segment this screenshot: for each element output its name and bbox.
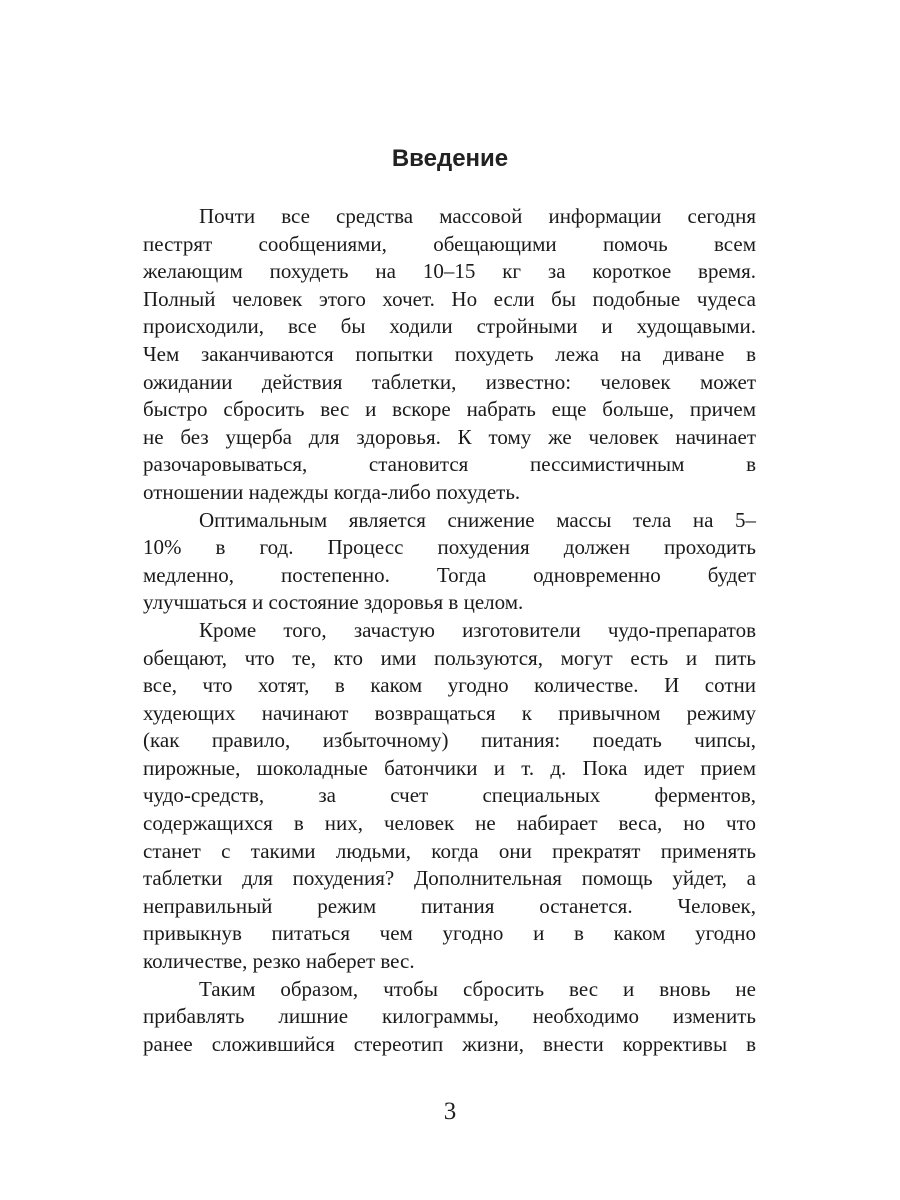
paragraph-3 (143, 617, 756, 976)
text-line: пирожные, шоколадные батончики и т. д. Пока идет прием (143, 755, 756, 780)
text-line: содержащихся в них, человек не набирает веса, но что (143, 811, 756, 836)
page-number: 3 (443, 1098, 457, 1125)
text-line: не без ущерба для здоровья. К тому же человек начинает (143, 424, 756, 449)
text-line: ранее сложившийся стереотип жизни, внести коррективы в (143, 1031, 756, 1056)
paragraph-2 (143, 507, 756, 617)
text-line: прибавлять лишние килограммы, необходимо изменить (143, 1004, 756, 1029)
text-line: неправильный режим питания останется. Человек, (143, 893, 756, 918)
text-line: желающим похудеть на 10–15 кг за короткое время. (143, 259, 756, 284)
text-line: Чем заканчиваются попытки похудеть лежа на диване в (143, 341, 756, 366)
text-line: худеющих начинают возвращаться к привычном режиму (143, 700, 756, 725)
text-line: отношении надежды когда-либо похудеть. (143, 479, 521, 504)
text-line: количестве, резко наберет вес. (143, 949, 415, 974)
text-line: Оптимальным является снижение массы тела на 5– (199, 507, 756, 532)
text-line: станет с такими людьми, когда они прекратят применять (143, 838, 756, 863)
text-line: Таким образом, чтобы сбросить вес и вновь не (199, 976, 756, 1001)
text-line: быстро сбросить вес и вскоре набрать еще больше, причем (143, 397, 756, 422)
text-line: 10% в год. Процесс похудения должен проходить (143, 535, 756, 560)
text-line: таблетки для похудения? Дополнительная помощь уйдет, а (143, 866, 756, 891)
text-line: обещают, что те, кто ими пользуются, могут есть и пить (143, 645, 756, 670)
text-line: медленно, постепенно. Тогда одновременно будет (143, 562, 756, 587)
paragraph-4 (143, 976, 756, 1059)
paragraph-1 (143, 203, 756, 507)
text-line: ожидании действия таблетки, известно: человек может (143, 369, 756, 394)
text-line: все, что хотят, в каком угодно количестве. И сотни (143, 673, 756, 698)
text-line: чудо-средств, за счет специальных ферментов, (143, 783, 756, 808)
body-text (143, 203, 756, 1058)
text-line: Почти все средства массовой информации сегодня (199, 204, 756, 228)
text-line: Кроме того, зачастую изготовители чудо-препаратов (199, 617, 756, 642)
text-line: (как правило, избыточному) питания: поедать чипсы, (143, 728, 756, 753)
text-line: пестрят сообщениями, обещающими помочь всем (143, 231, 756, 256)
text-line: Полный человек этого хочет. Но если бы подобные чудеса (143, 286, 756, 311)
text-line: разочаровываться, становится пессимистичным в (143, 452, 756, 477)
chapter-heading: Введение (391, 145, 509, 172)
text-line: улучшаться и состояние здоровья в целом. (143, 590, 524, 615)
text-line: происходили, все бы ходили стройными и худощавыми. (143, 314, 756, 339)
text-line: привыкнув питаться чем угодно и в каком угодно (143, 921, 756, 946)
